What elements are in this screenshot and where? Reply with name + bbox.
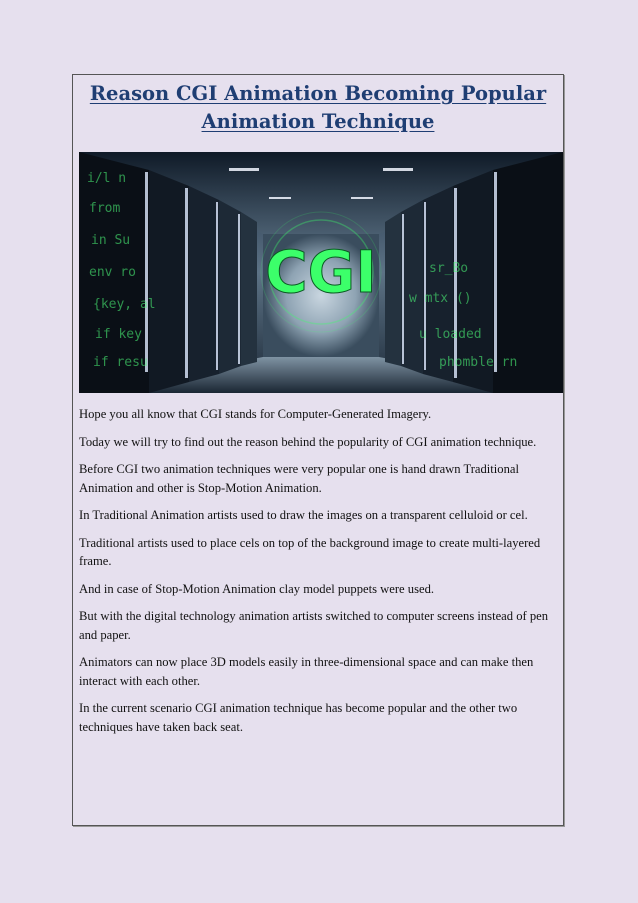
paragraph: In Traditional Animation artists used to draw the images on a transparent celluloid or cel. xyxy=(79,508,528,522)
svg-text:env ro: env ro xyxy=(89,265,136,280)
svg-text:in Su: in Su xyxy=(91,233,131,248)
svg-text:sr_Bo: sr_Bo xyxy=(429,261,469,276)
paragraph: Hope you all know that CGI stands for Computer-Generated Imagery. xyxy=(79,407,432,421)
page-title xyxy=(72,80,564,136)
paragraph: And in case of Stop-Motion Animation clay model puppets were used. xyxy=(79,581,435,596)
svg-text:if key: if key xyxy=(95,327,142,342)
paragraph: In the current scenario CGI animation technique has become popular and the other two techniques have taken back seat. xyxy=(79,701,518,734)
title-line-1: Reason CGI Animation Becoming Popular xyxy=(89,82,547,105)
svg-text:if resu: if resu xyxy=(93,355,148,370)
svg-text:i/l n: i/l n xyxy=(87,171,127,186)
hero-image-server-room xyxy=(79,152,563,393)
svg-text:from: from xyxy=(89,201,121,216)
svg-text:{key, al: {key, al xyxy=(93,297,156,312)
svg-text:w mtx (): w mtx () xyxy=(409,291,472,306)
paragraph: Before CGI two animation techniques were very popular one is hand drawn Traditional Animation and other is Stop-Motion Animation. xyxy=(79,462,519,495)
paragraph: Today we will try to find out the reason behind the popularity of CGI animation technique. xyxy=(79,434,537,449)
title-line-2: Animation Technique xyxy=(201,110,435,133)
paragraph: But with the digital technology animation artists switched to computer screens instead of pen and paper. xyxy=(79,609,549,642)
svg-text:u loaded: u loaded xyxy=(419,327,482,342)
article-body xyxy=(79,405,561,745)
svg-text:phomble rn: phomble rn xyxy=(439,355,518,370)
hero-overlay-text: CGI xyxy=(265,238,377,306)
paragraph: Traditional artists used to place cels on top of the background image to create multi-layered frame. xyxy=(79,535,541,568)
paragraph: Animators can now place 3D models easily in three-dimensional space and can make then interact with each other. xyxy=(79,655,534,688)
